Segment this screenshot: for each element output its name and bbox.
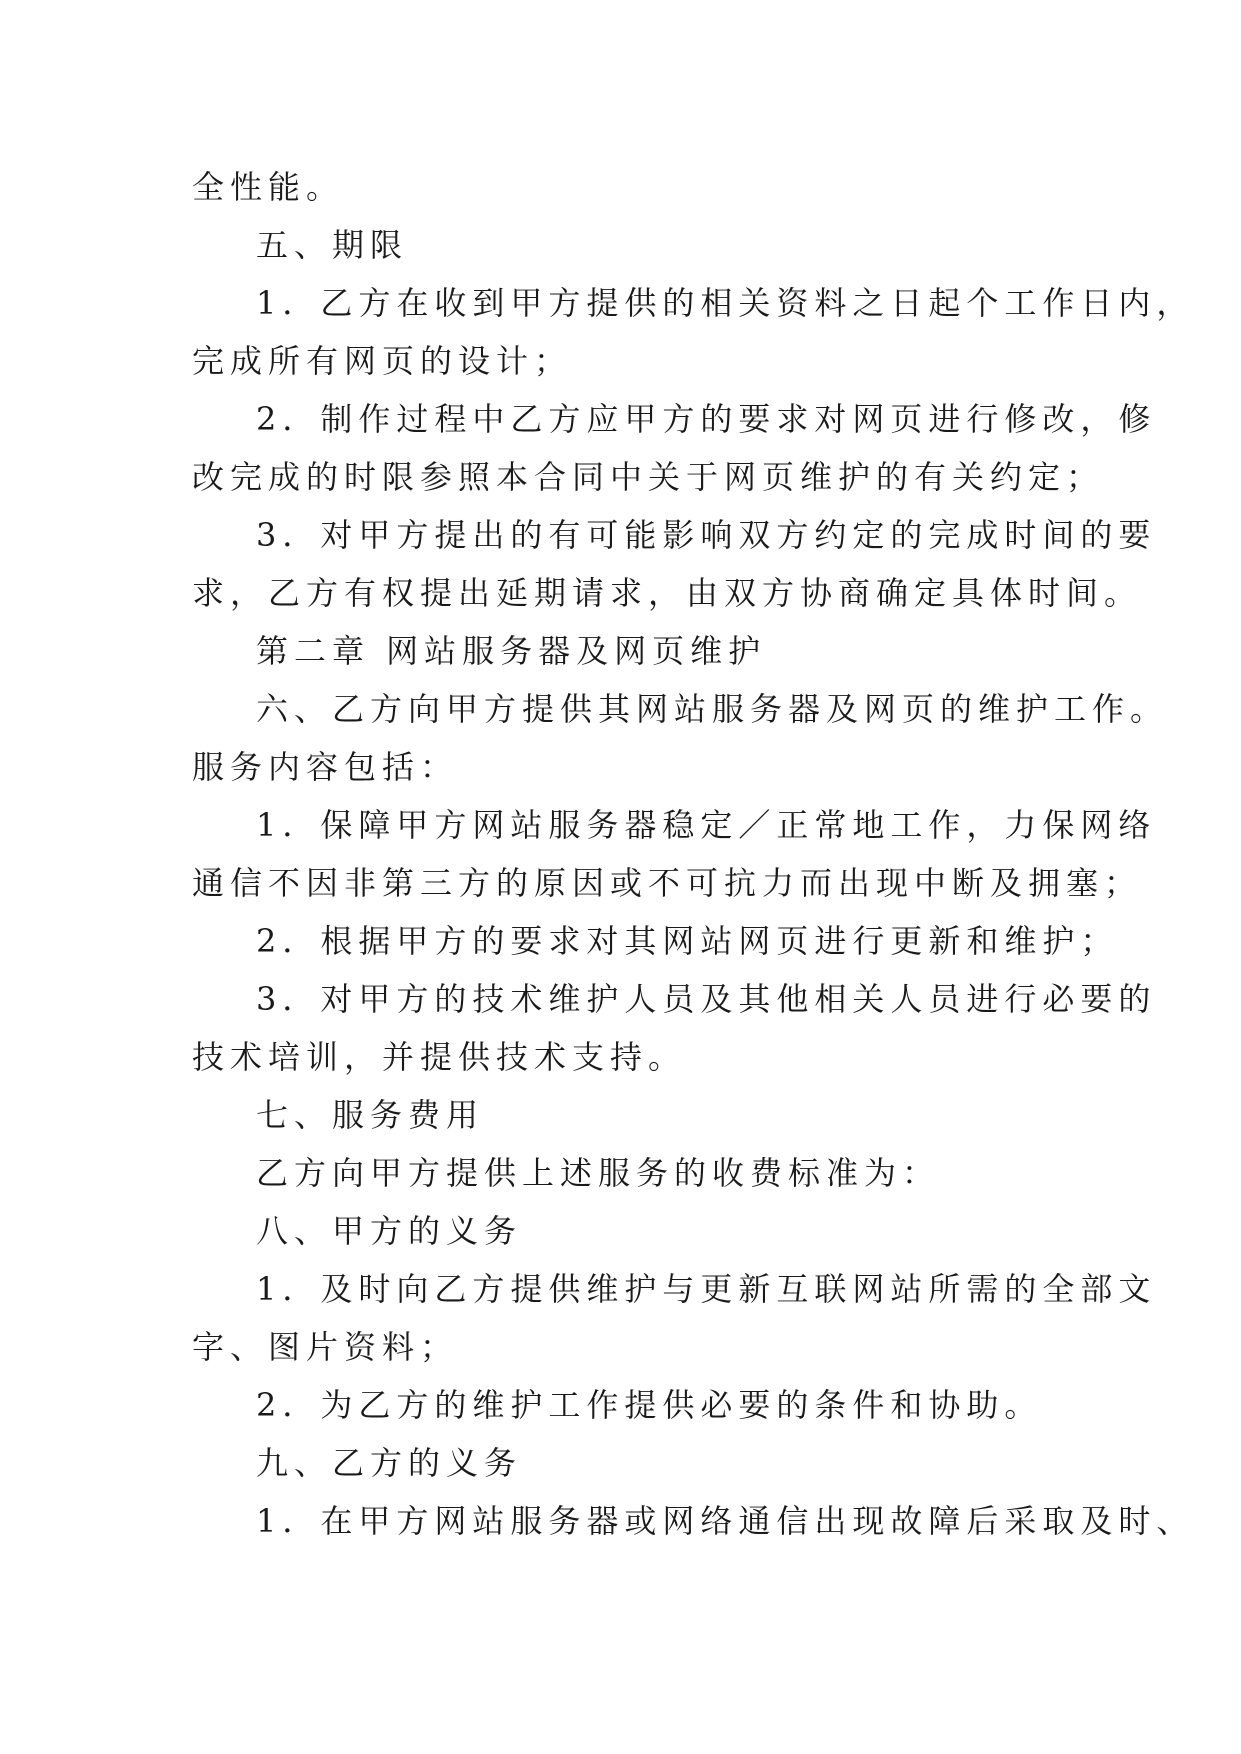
- text-line: 九、乙方的义务: [256, 1444, 523, 1482]
- text-line: 七、服务费用: [256, 1096, 485, 1134]
- text-line: 求，乙方有权提出延期请求，由双方协商确定具体时间。: [192, 574, 1143, 612]
- text-line: 1．乙方在收到甲方提供的相关资料之日起个工作日内，: [256, 284, 1195, 322]
- text-line: 改完成的时限参照本合同中关于网页维护的有关约定；: [192, 458, 1105, 496]
- text-line: 1．及时向乙方提供维护与更新互联网站所需的全部文: [256, 1270, 1157, 1308]
- text-line: 1．在甲方网站服务器或网络通信出现故障后采取及时、: [256, 1502, 1195, 1540]
- text-line: 2．制作过程中乙方应甲方的要求对网页进行修改，修: [256, 400, 1157, 438]
- text-line: 五、期限: [256, 226, 409, 264]
- text-line: 乙方向甲方提供上述服务的收费标准为：: [256, 1154, 941, 1192]
- text-line: 八、甲方的义务: [256, 1212, 523, 1250]
- text-line: 通信不因非第三方的原因或不可抗力而出现中断及拥塞；: [192, 864, 1143, 902]
- text-line: 3．对甲方的技术维护人员及其他相关人员进行必要的: [256, 980, 1157, 1018]
- document-body: [192, 158, 1195, 1550]
- text-line: 完成所有网页的设计；: [192, 342, 573, 380]
- text-line: 六、乙方向甲方提供其网站服务器及网页的维护工作。: [256, 690, 1169, 728]
- text-line: 第二章 网站服务器及网页维护: [256, 632, 767, 670]
- text-line: 1．保障甲方网站服务器稳定／正常地工作，力保网络: [256, 806, 1157, 844]
- text-line: 3．对甲方提出的有可能影响双方约定的完成时间的要: [256, 516, 1157, 554]
- text-line: 2．根据甲方的要求对其网站网页进行更新和维护；: [256, 922, 1119, 960]
- text-line: 服务内容包括：: [192, 748, 459, 786]
- text-line: 全性能。: [192, 168, 345, 206]
- text-line: 2．为乙方的维护工作提供必要的条件和协助。: [256, 1386, 1043, 1424]
- text-line: 字、图片资料；: [192, 1328, 459, 1366]
- text-line: 技术培训，并提供技术支持。: [192, 1038, 687, 1076]
